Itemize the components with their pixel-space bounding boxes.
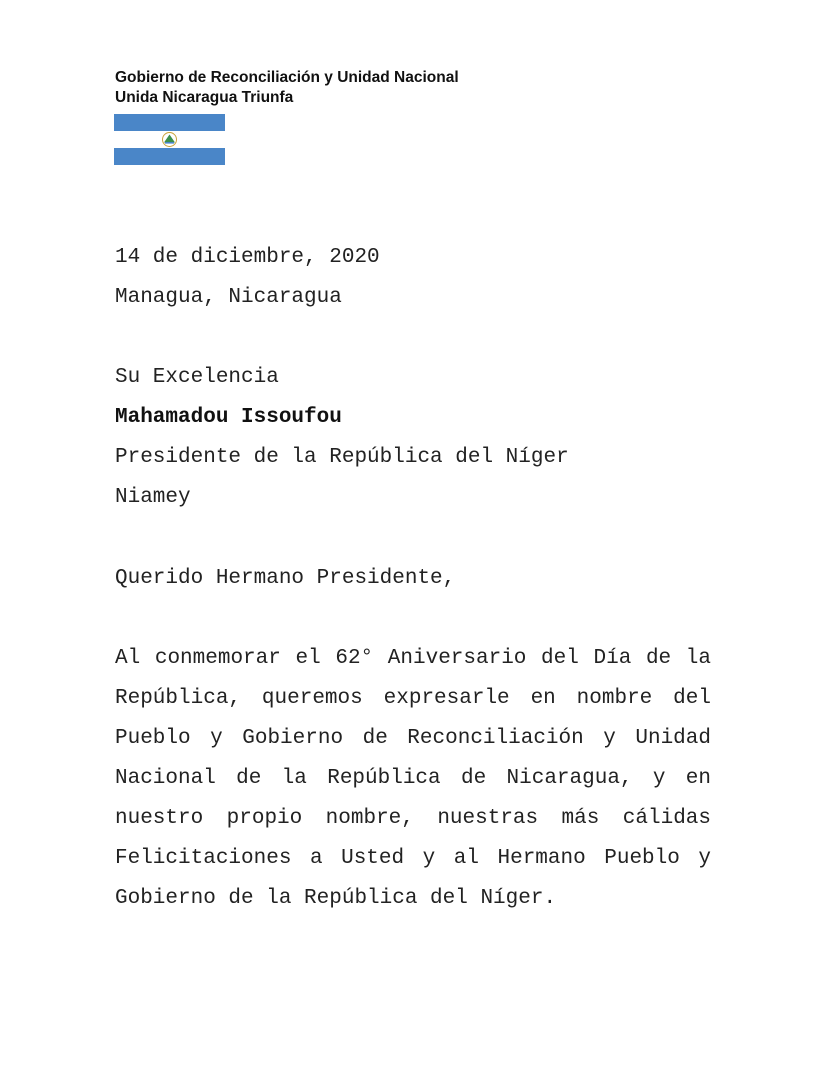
recipient-title: Su Excelencia [115,366,279,389]
recipient-position: Presidente de la República del Níger [115,446,569,469]
recipient-city: Niamey [115,486,191,509]
letter-date: 14 de diciembre, 2020 [115,246,380,269]
body-paragraph: Al conmemorar el 62° Aniversario del Día de la República, queremos expresarle en nombre del Pueblo y Gobierno de Reconciliación y Unidad Nacional de la República de Nicaragua, y en nuestro propio nombre, nuestras más cálidas Felicitaciones a Usted y al Hermano Pueblo y Gobierno de la República del Níger. [115,647,711,910]
letter-body [115,639,711,919]
nicaragua-flag-icon [114,114,225,165]
letterhead-government-name: Gobierno de Reconciliación y Unidad Nacional [115,69,459,86]
letterhead [115,68,459,108]
letter-place: Managua, Nicaragua [115,286,342,309]
recipient-name: Mahamadou Issoufou [115,406,342,429]
letterhead-slogan: Unida Nicaragua Triunfa [115,89,294,106]
salutation: Querido Hermano Presidente, [115,567,456,590]
